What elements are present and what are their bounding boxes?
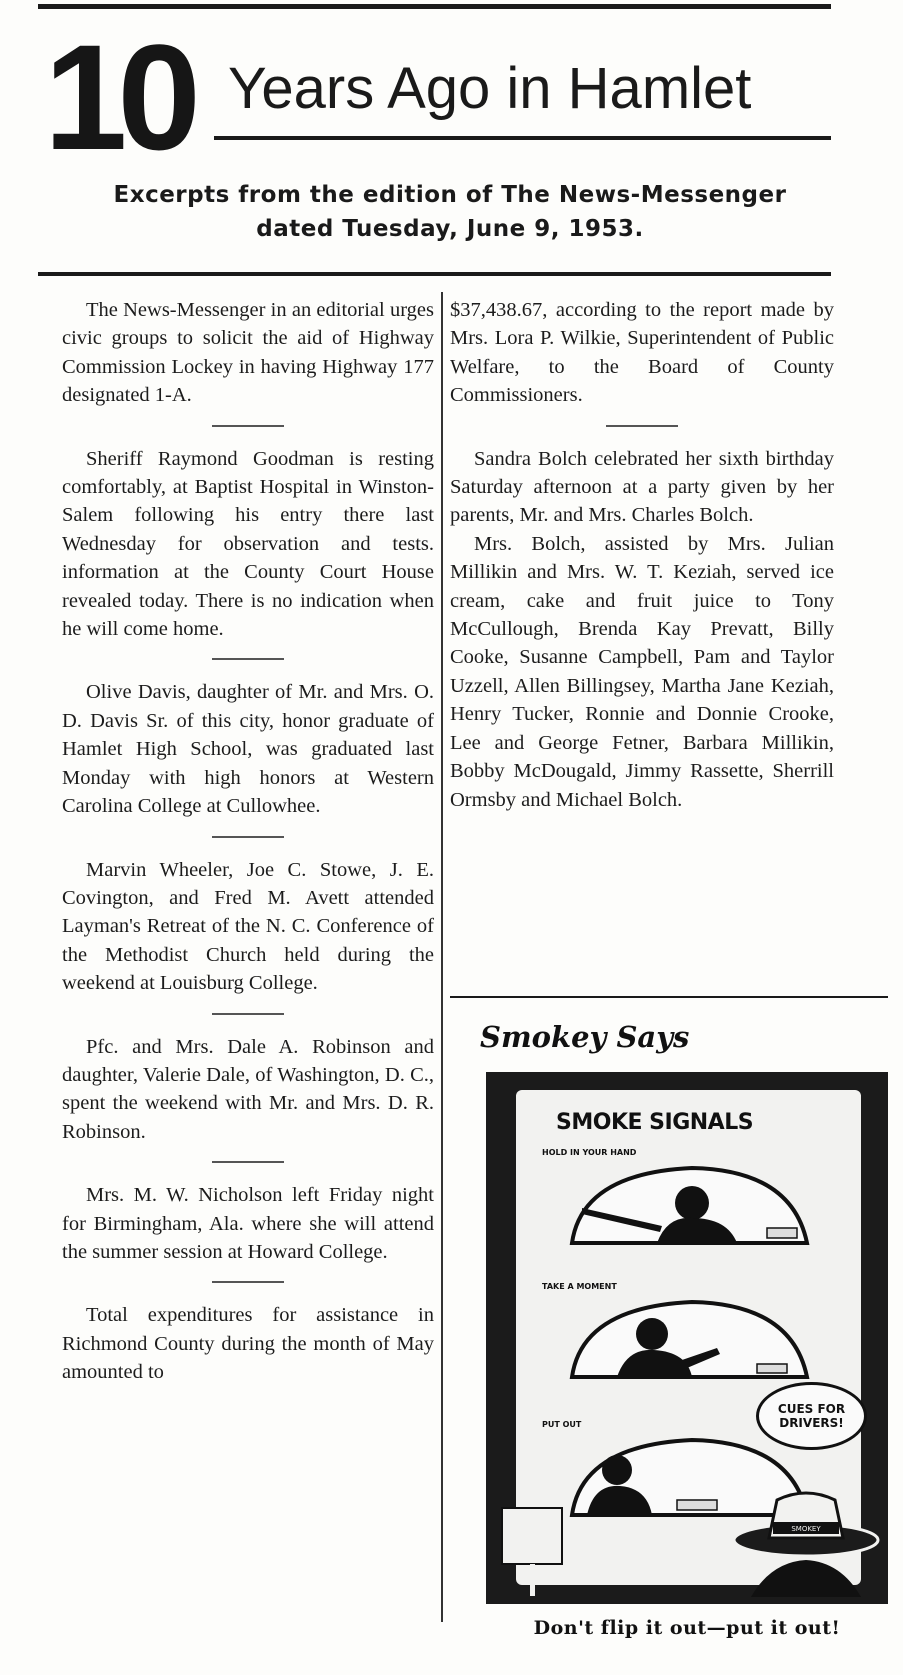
top-rule [38, 4, 831, 9]
smokey-cartoon [486, 1072, 888, 1604]
frame-1-label: HOLD IN YOUR HAND [542, 1148, 637, 1157]
item-separator [212, 836, 284, 838]
frame-2 [542, 1282, 832, 1382]
smokey-bear-hat-icon [711, 1472, 881, 1597]
masthead-number: 10 [44, 13, 191, 181]
left-column [62, 296, 434, 1387]
subhead-rule [38, 272, 831, 276]
item-separator [212, 1161, 284, 1163]
right-column [450, 296, 834, 814]
item-birthday-guests: Mrs. Bolch, assisted by Mrs. Julian Millikin and Mrs. W. T. Keziah, served ice cream, cake and fruit juice to Tony McCullough, Brenda Kay Prevatt, Billy Cooke, Susanne Campbell, Pam and Taylor Uzzell, Allen Billingsey, Martha Jane Keziah, Henry Tucker, Ronnie and Donnie Crooke, Lee and George Fetner, Barbara Millikin, Bobby McDougald, Jimmy Rassette, Sherrill Ormsby and Michael Bolch. [450, 532, 834, 811]
item-olive-davis: Olive Davis, daughter of Mr. and Mrs. O. D. Davis Sr. of this city, honor graduate of Hamlet High School, was graduated last Monday with high honors at Western Carolina College at Cullowhee. [62, 681, 434, 818]
svg-text:SMOKEY: SMOKEY [791, 1525, 821, 1533]
item-separator [212, 658, 284, 660]
car-driver-icon [542, 1282, 832, 1382]
column-divider [441, 292, 443, 1622]
item-expenditures-continued: $37,438.67, according to the report made by Mrs. Lora P. Wilkie, Superintendent of Public Welfare, to the Board of County Commissioners. [450, 299, 834, 407]
item-sheriff: Sheriff Raymond Goodman is resting comfortably, at Baptist Hospital in Winston-Salem following his entry there last Wednesday for observation and tests. information at the County Court House revealed today. There is no indication when he will come home. [62, 447, 434, 641]
smokey-rule [450, 996, 888, 998]
item-separator [606, 425, 678, 427]
item-expenditures: Total expenditures for assistance in Richmond County during the month of May amounted to [62, 1304, 434, 1384]
subhead-line-1: Excerpts from the edition of The News-Messenger [113, 182, 787, 208]
sign-heading: SMOKE SIGNALS [556, 1110, 754, 1135]
masthead-title: Years Ago in Hamlet [228, 56, 752, 121]
smokey-title: Smokey Says [480, 1020, 690, 1054]
frame-3-label: PUT OUT [542, 1420, 582, 1429]
item-robinson: Pfc. and Mrs. Dale A. Robinson and daughter, Valerie Dale, of Washington, D. C., spent the weekend with Mr. and Mrs. D. R. Robinson. [62, 1035, 434, 1143]
item-birthday: Sandra Bolch celebrated her sixth birthday Saturday afternoon at a party given by her parents, Mr. and Mrs. Charles Bolch. [450, 447, 834, 527]
subhead-line-2: dated Tuesday, June 9, 1953. [256, 216, 644, 242]
item-nicholson: Mrs. M. W. Nicholson left Friday night for Birmingham, Ala. where she will attend the summer session at Howard College. [62, 1184, 434, 1263]
item-editorial: The News-Messenger in an editorial urges civic groups to solicit the aid of Highway Commission Lockey in having Highway 177 designated 1-A. [62, 299, 434, 407]
frame-1 [542, 1148, 832, 1248]
item-separator [212, 1281, 284, 1283]
car-driver-icon [542, 1148, 832, 1248]
speech-bubble: CUES FOR DRIVERS! [756, 1382, 867, 1450]
smokey-caption: Don't flip it out—put it out! [533, 1617, 841, 1639]
fire-prevention-sign-icon [498, 1504, 568, 1596]
item-separator [212, 425, 284, 427]
item-laymans-retreat: Marvin Wheeler, Joe C. Stowe, J. E. Covington, and Fred M. Avett attended Layman's Retreat of the N. C. Conference of the Methodist Church held during the weekend at Louisburg College. [62, 858, 434, 995]
title-underline [214, 136, 831, 140]
item-separator [212, 1013, 284, 1015]
frame-2-label: TAKE A MOMENT [542, 1282, 617, 1291]
